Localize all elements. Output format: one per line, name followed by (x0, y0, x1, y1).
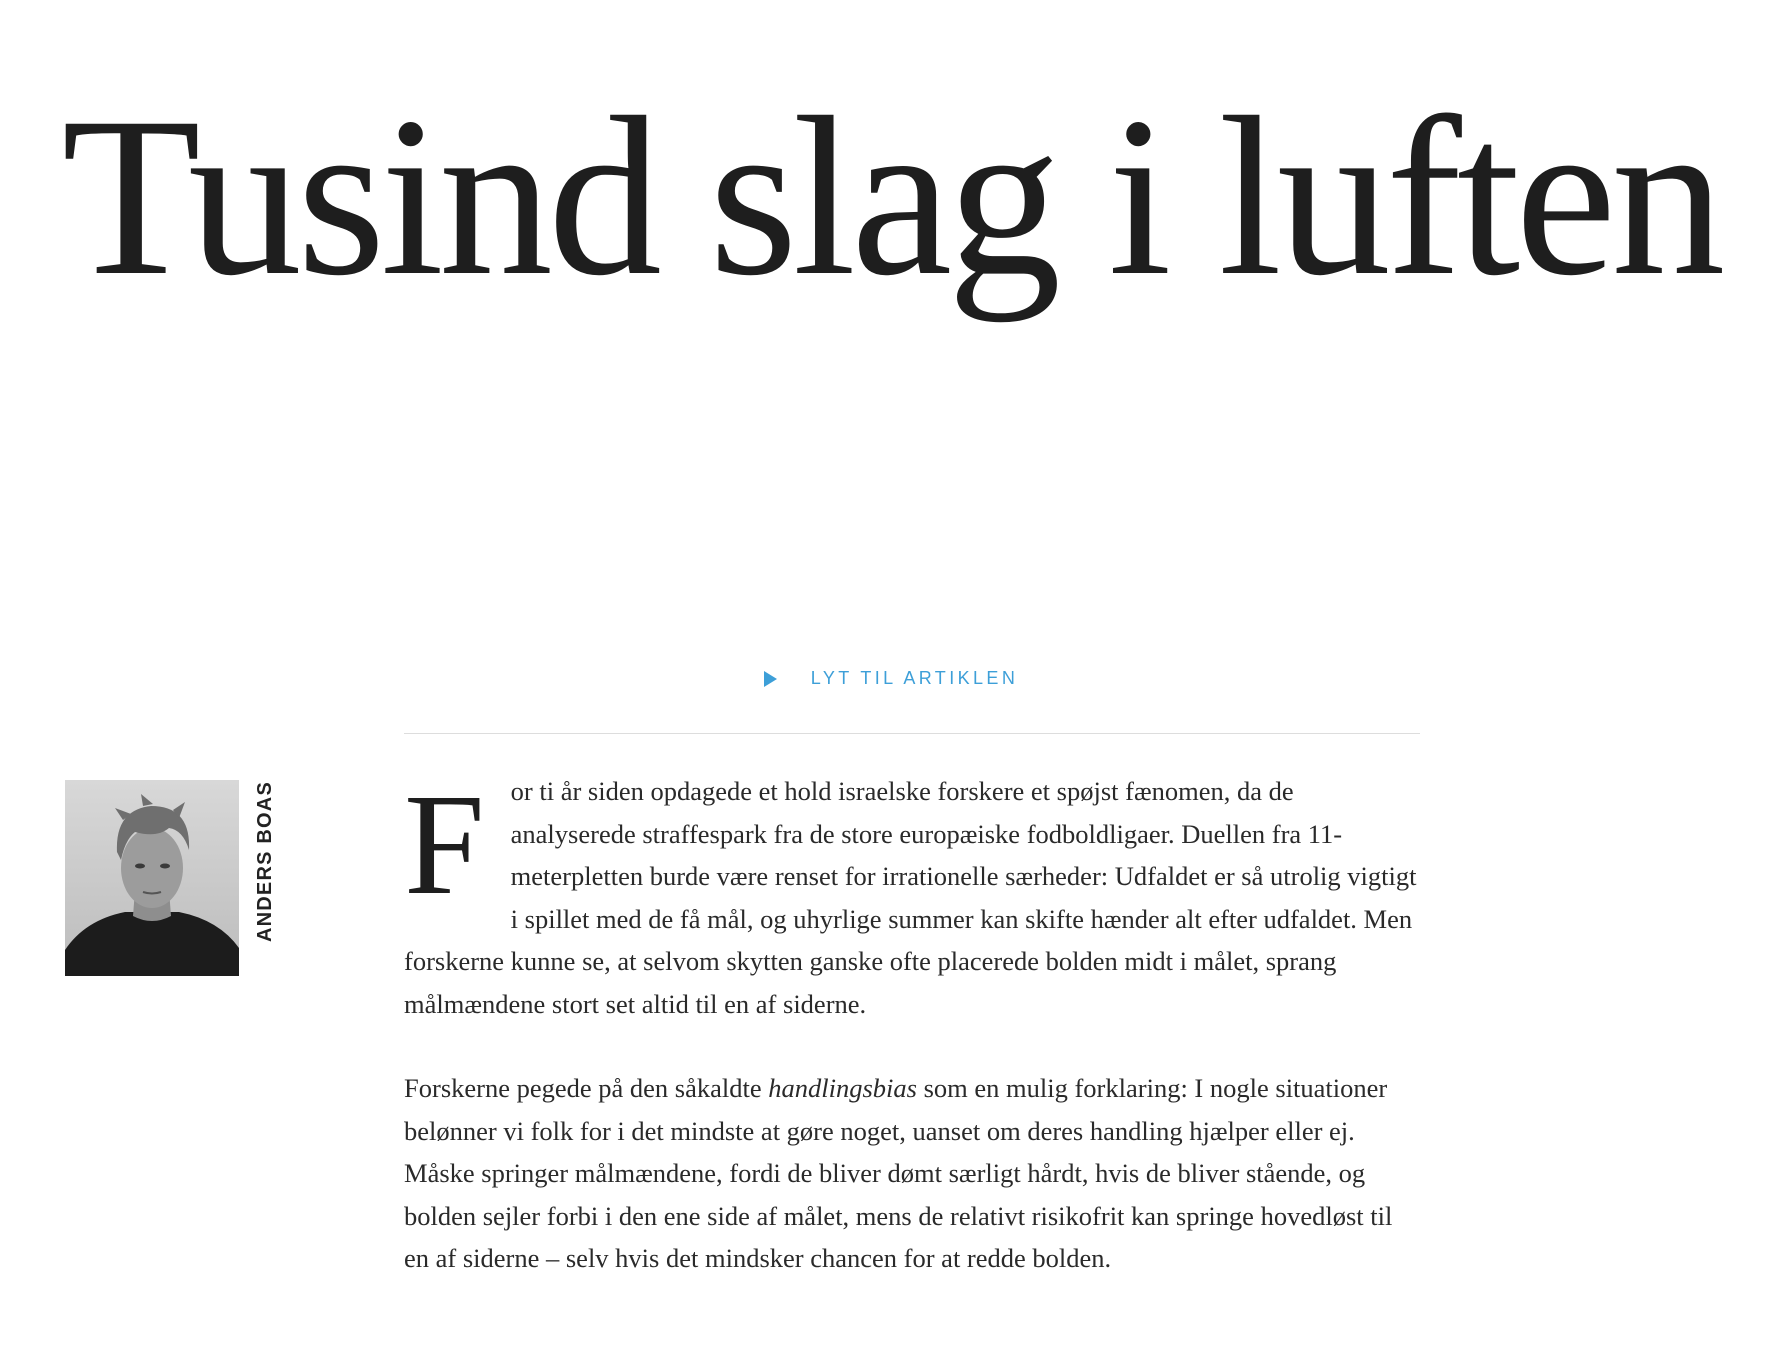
author-portrait-icon (65, 780, 239, 976)
article-title: Tusind slag i luften (61, 71, 1721, 323)
dropcap: F (404, 765, 485, 925)
paragraph-2 (404, 1067, 1420, 1280)
author-name-label: ANDERS BOAS (254, 781, 276, 942)
article-body (404, 765, 1420, 1322)
paragraph-2-emphasis: handlingsbias (768, 1073, 917, 1103)
author-avatar (65, 780, 239, 976)
paragraph-1 (404, 765, 1420, 1025)
paragraph-2-before: Forskerne pegede på den såkaldte (404, 1073, 769, 1103)
play-icon[interactable] (764, 671, 777, 687)
divider (404, 733, 1420, 734)
paragraph-2-after: som en mulig forklaring: I nogle situationer belønner vi folk for i det mindste at gøre noget, uanset om deres handling hjælper eller ej. Måske springer målmændene, fordi de bliver dømt særligt hårdt, hvis de bliver stående, og bolden sejler forbi i den ene side af målet, mens de relativt risikofrit kan springe hovedløst til en af siderne – selv hvis det mindsker chancen for at redde bolden. (404, 1073, 1393, 1273)
listen-to-article-button[interactable] (0, 668, 1782, 689)
listen-label[interactable]: LYT TIL ARTIKLEN (810, 668, 1019, 688)
paragraph-1-text: or ti år siden opdagede et hold israelske forskere et spøjst fænomen, da de analyserede straffespark fra de store europæiske fodboldligaer. Duellen fra 11-meterpletten burde være renset for irrationelle særheder: Udfaldet er så utrolig vigtigt i spillet med de få mål, og uhyrlige summer kan skifte hænder alt efter udfaldet. Men forskerne kunne se, at selvom skytten ganske ofte placerede bolden midt i målet, sprang målmændene stort set altid til en af siderne. (404, 776, 1417, 1019)
